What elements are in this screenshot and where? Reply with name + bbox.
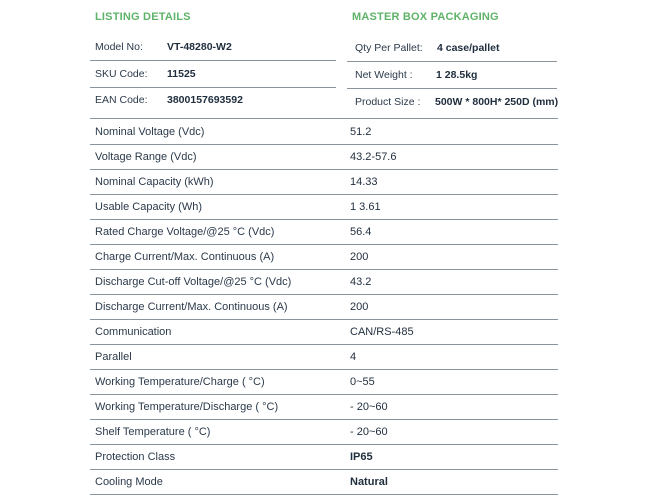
spec-label: Rated Charge Voltage/@25 °C (Vdc) [95,226,275,238]
divider [347,61,557,62]
ean-code-value: 3800157693592 [167,94,243,106]
spec-label: Communication [95,326,172,338]
row-divider [90,319,558,320]
spec-label: Discharge Current/Max. Continuous (A) [95,301,288,313]
spec-label: Working Temperature/Discharge ( °C) [95,401,279,413]
spec-value: Natural [350,476,388,488]
spec-label: Voltage Range (Vdc) [95,151,197,163]
divider [347,88,557,89]
spec-label: Nominal Capacity (kWh) [95,176,214,188]
spec-label: Working Temperature/Charge ( °C) [95,376,265,388]
divider [90,60,336,61]
table-top-border [90,118,558,119]
sku-code-value: 11525 [167,68,196,80]
row-divider [90,144,558,145]
spec-label: Nominal Voltage (Vdc) [95,126,205,138]
spec-value: 43.2-57.6 [350,151,397,163]
spec-label: Protection Class [95,451,176,463]
spec-value: IP65 [350,451,373,463]
qty-per-pallet-label: Qty Per Pallet: [355,42,423,54]
net-weight-value: 1 28.5kg [436,69,478,81]
row-divider [90,369,558,370]
spec-label: Discharge Cut-off Voltage/@25 °C (Vdc) [95,276,292,288]
row-divider [90,269,558,270]
spec-value: 43.2 [350,276,372,288]
spec-label: Parallel [95,351,132,363]
divider [90,87,336,88]
spec-value: 1 3.61 [350,201,381,213]
row-divider [90,169,558,170]
spec-value: CAN/RS-485 [350,326,414,338]
spec-value: - 20~60 [350,401,388,413]
listing-details-heading: LISTING DETAILS [95,11,191,23]
row-divider [90,494,558,495]
row-divider [90,419,558,420]
spec-value: - 20~60 [350,426,388,438]
row-divider [90,344,558,345]
ean-code-label: EAN Code: [95,94,148,106]
row-divider [90,469,558,470]
spec-value: 14.33 [350,176,378,188]
product-size-value: 500W * 800H* 250D (mm) [435,96,559,108]
row-divider [90,294,558,295]
model-no-label: Model No: [95,41,143,53]
sku-code-label: SKU Code: [95,68,148,80]
spec-value: 200 [350,251,369,263]
spec-value: 0~55 [350,376,375,388]
spec-label: Cooling Mode [95,476,163,488]
master-box-packaging-heading: MASTER BOX PACKAGING [352,11,499,23]
spec-value: 56.4 [350,226,372,238]
net-weight-label: Net Weight : [355,69,413,81]
row-divider [90,244,558,245]
spec-value: 200 [350,301,369,313]
product-size-label: Product Size : [355,96,421,108]
spec-value: 4 [350,351,357,363]
spec-label: Charge Current/Max. Continuous (A) [95,251,275,263]
spec-value: 51.2 [350,126,372,138]
row-divider [90,219,558,220]
row-divider [90,394,558,395]
spec-label: Usable Capacity (Wh) [95,201,202,213]
row-divider [90,444,558,445]
spec-label: Shelf Temperature ( °C) [95,426,211,438]
row-divider [90,194,558,195]
qty-per-pallet-value: 4 case/pallet [437,42,500,54]
model-no-value: VT-48280-W2 [167,41,232,53]
